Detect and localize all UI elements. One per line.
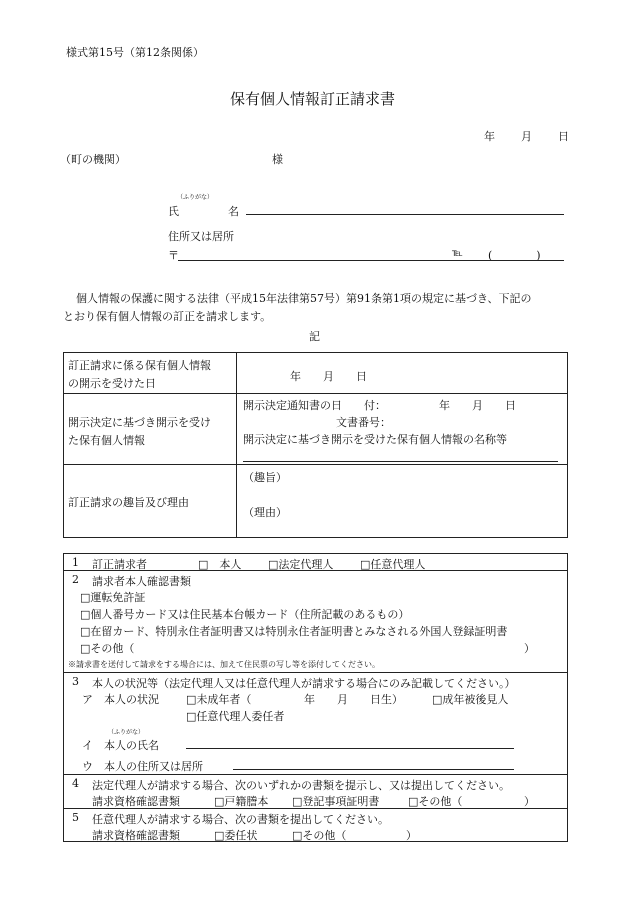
date-month: 月: [521, 130, 532, 143]
s4-num: 4: [72, 777, 79, 790]
s3u-label: ウ 本人の住所又は居所: [82, 760, 203, 773]
s2-license-checkbox[interactable]: □運転免許証: [80, 591, 146, 604]
form-number: 様式第15号（第12条関係）: [66, 46, 204, 59]
s3a-minor-checkbox[interactable]: □未成年者（: [186, 693, 252, 706]
table1-row-divider-1: [63, 393, 568, 394]
row1-label-1: 訂正請求に係る保有個人情報: [68, 359, 211, 372]
s1-label: 訂正請求者: [92, 558, 147, 571]
info-name-line[interactable]: [243, 461, 558, 462]
s4-doc-label: 請求資格確認書類: [92, 795, 180, 808]
applicant-name-line[interactable]: [246, 214, 564, 215]
s2-mynumber-checkbox[interactable]: □個人番号カード又は住民基本台帳カード（住所記載のあるもの）: [80, 608, 410, 621]
s1-legal-agent-checkbox[interactable]: □法定代理人: [268, 558, 334, 571]
page-title: 保有個人情報訂正請求書: [230, 90, 396, 108]
s2-residence-card-checkbox[interactable]: □在留カード、特別永住者証明書又は特別永住者証明書とみなされる外国人登録証明書: [80, 625, 508, 638]
applicant-address-label: 住所又は居所: [168, 230, 234, 243]
body-text-line2: とおり保有個人情報の訂正を請求します。: [63, 310, 272, 323]
purpose-label[interactable]: （趣旨）: [243, 471, 287, 484]
s5-doc-label: 請求資格確認書類: [92, 829, 180, 842]
s3i-furigana: （ふりがな）: [108, 729, 145, 736]
row3-label: 訂正請求の趣旨及び理由: [68, 496, 189, 509]
s2-label: 請求者本人確認書類: [92, 575, 191, 588]
reason-label[interactable]: （理由）: [243, 506, 287, 519]
notice-date-label: 開示決定通知書の日 付：: [243, 399, 386, 412]
s4-other-close: ）: [524, 795, 535, 808]
s3a-label: ア 本人の状況: [82, 693, 159, 706]
addressee-org: （町の機関）: [60, 153, 126, 166]
s5-num: 5: [72, 811, 79, 824]
row2-label-1: 開示決定に基づき開示を受け: [68, 416, 211, 429]
s2-other-close: ）: [524, 642, 535, 655]
table1-divider: [236, 352, 237, 538]
table2-divider-3: [63, 774, 568, 775]
s3-num: 3: [72, 675, 79, 688]
tel-paren: ( ): [488, 249, 541, 262]
ki-mark: 記: [309, 330, 320, 343]
s3i-label: イ 本人の氏名: [82, 739, 159, 752]
postal-mark: 〒: [168, 249, 179, 262]
s4-other-checkbox[interactable]: □その他（: [408, 795, 463, 808]
s2-other-checkbox[interactable]: □その他（: [80, 642, 135, 655]
row1-label-2: の開示を受けた日: [68, 377, 156, 390]
addressee-honorific: 様: [272, 153, 283, 166]
s5-other-close: ）: [406, 829, 417, 842]
applicant-name-label-1: 氏: [168, 205, 179, 218]
date-day: 日: [558, 130, 569, 143]
s1-num: 1: [72, 556, 79, 569]
s5-other-checkbox[interactable]: □その他（: [292, 829, 347, 842]
notice-date-ymd[interactable]: 年 月 日: [439, 399, 516, 412]
s5-proxy-checkbox[interactable]: □委任状: [214, 829, 258, 842]
body-text-line1: 個人情報の保護に関する法律（平成15年法律第57号）第91条第1項の規定に基づき、下記の: [76, 292, 532, 305]
info-name-label: 開示決定に基づき開示を受けた保有個人情報の名称等: [243, 433, 507, 446]
table1-row-divider-2: [63, 464, 568, 465]
s4-registry-cert-checkbox[interactable]: □登記事項証明書: [292, 795, 380, 808]
s3a-ward-checkbox[interactable]: □成年被後見人: [432, 693, 509, 706]
s5-label: 任意代理人が請求する場合、次の書類を提出してください。: [92, 813, 389, 826]
s4-label: 法定代理人が請求する場合、次のいずれかの書類を提示し、又は提出してください。: [92, 779, 510, 792]
applicant-furigana: （ふりがな）: [177, 194, 214, 201]
tel-label: ℡: [452, 248, 463, 259]
applicant-name-label-2: 名: [228, 205, 239, 218]
s1-self-checkbox[interactable]: □ 本人: [198, 558, 242, 571]
row2-label-2: た保有個人情報: [68, 434, 145, 447]
s3a-birthdate[interactable]: 年 月 日生）: [304, 693, 403, 706]
table2-divider-2: [63, 672, 568, 673]
s4-family-register-checkbox[interactable]: □戸籍謄本: [214, 795, 269, 808]
s1-voluntary-agent-checkbox[interactable]: □任意代理人: [360, 558, 426, 571]
row1-date[interactable]: 年 月 日: [290, 370, 367, 383]
s2-num: 2: [72, 573, 79, 586]
s3u-address-line[interactable]: [233, 769, 514, 770]
s3i-name-line[interactable]: [186, 748, 514, 749]
date-year: 年: [484, 130, 495, 143]
s3-label: 本人の状況等（法定代理人又は任意代理人が請求する場合にのみ記載してください。）: [92, 677, 516, 690]
doc-number-label: 文書番号：: [336, 416, 391, 429]
s2-note: ※請求書を送付して請求をする場合には、加えて住民票の写し等を添付してください。: [68, 660, 380, 669]
s3a-principal-checkbox[interactable]: □任意代理人委任者: [186, 710, 285, 723]
applicant-address-line[interactable]: [178, 260, 564, 261]
